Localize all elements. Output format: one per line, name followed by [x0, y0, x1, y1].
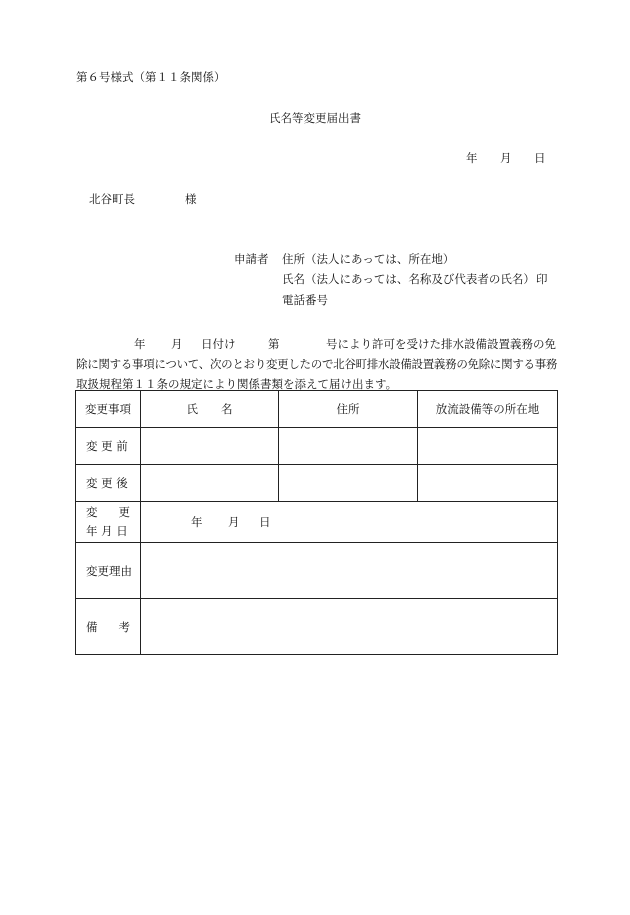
- body-month: 月: [171, 337, 183, 351]
- submission-date: [466, 150, 546, 166]
- cell-change-date[interactable]: [141, 502, 558, 543]
- row-label-reason: 変更理由: [76, 543, 141, 599]
- addressee-honorific: 様: [185, 192, 197, 206]
- table-row-after: [76, 465, 558, 502]
- change-date-month: 月: [228, 515, 240, 529]
- body-line-1: [76, 334, 556, 354]
- cell-before-name[interactable]: [141, 428, 279, 465]
- body-line1-rest: 号により許可を受けた排水設備設置義務の免: [326, 337, 556, 351]
- change-notification-table: [75, 390, 558, 655]
- applicant-name-label: 氏名（法人にあっては、名称及び代表者の氏名）: [282, 272, 535, 286]
- notification-body: [76, 334, 556, 394]
- remarks-label: [86, 619, 130, 635]
- cell-after-facility-location[interactable]: [418, 465, 558, 502]
- table-header-row: [76, 391, 558, 428]
- table-row-change-date: [76, 502, 558, 543]
- addressee: [89, 191, 197, 207]
- body-line-2: 除に関する事項について、次のとおり変更したので北谷町排水設備設置義務の免除に関する事務: [76, 357, 558, 371]
- change-date-label-top: [86, 503, 130, 522]
- cell-remarks[interactable]: [141, 599, 558, 655]
- header-change-item: 変更事項: [76, 391, 141, 428]
- change-date-day: 日: [259, 515, 271, 529]
- cell-before-address[interactable]: [279, 428, 418, 465]
- table-row-reason: [76, 543, 558, 599]
- row-label-after: 変 更 後: [76, 465, 141, 502]
- date-day: 日: [534, 151, 546, 165]
- cell-reason[interactable]: [141, 543, 558, 599]
- header-name: 氏 名: [141, 391, 279, 428]
- date-year: 年: [466, 151, 478, 165]
- change-date-label-char-2: 更: [118, 505, 130, 519]
- header-facility-location: 放流設備等の所在地: [418, 391, 558, 428]
- applicant-label: 申請者: [234, 252, 269, 266]
- applicant-seal-mark: 印: [536, 272, 548, 286]
- form-number: 第６号様式（第１１条関係）: [76, 70, 226, 84]
- row-label-remarks: [76, 599, 141, 655]
- body-line-3: 取扱規程第１１条の規定により関係書類を添えて届け出ます。: [76, 377, 398, 391]
- change-date-year: 年: [191, 515, 203, 529]
- addressee-name: 北谷町長: [89, 192, 135, 206]
- change-date-label-char-1: 変: [86, 505, 98, 519]
- date-month: 月: [500, 151, 512, 165]
- cell-after-name[interactable]: [141, 465, 279, 502]
- change-date-label-bottom: 年 月 日: [86, 524, 128, 538]
- applicant-address-label: 住所（法人にあっては、所在地）: [282, 252, 455, 266]
- table-row-remarks: [76, 599, 558, 655]
- cell-after-address[interactable]: [279, 465, 418, 502]
- document-title: 氏名等変更届出書: [269, 111, 361, 125]
- body-dated: 日付け: [201, 337, 236, 351]
- table-row-before: [76, 428, 558, 465]
- remarks-label-char-1: 備: [86, 619, 98, 634]
- remarks-label-char-2: 考: [118, 619, 130, 634]
- header-address: 住所: [279, 391, 418, 428]
- body-number-prefix: 第: [268, 337, 280, 351]
- row-label-before: 変 更 前: [76, 428, 141, 465]
- row-label-change-date: [76, 502, 141, 543]
- cell-before-facility-location[interactable]: [418, 428, 558, 465]
- body-year: 年: [134, 337, 146, 351]
- applicant-phone-label: 電話番号: [282, 293, 328, 307]
